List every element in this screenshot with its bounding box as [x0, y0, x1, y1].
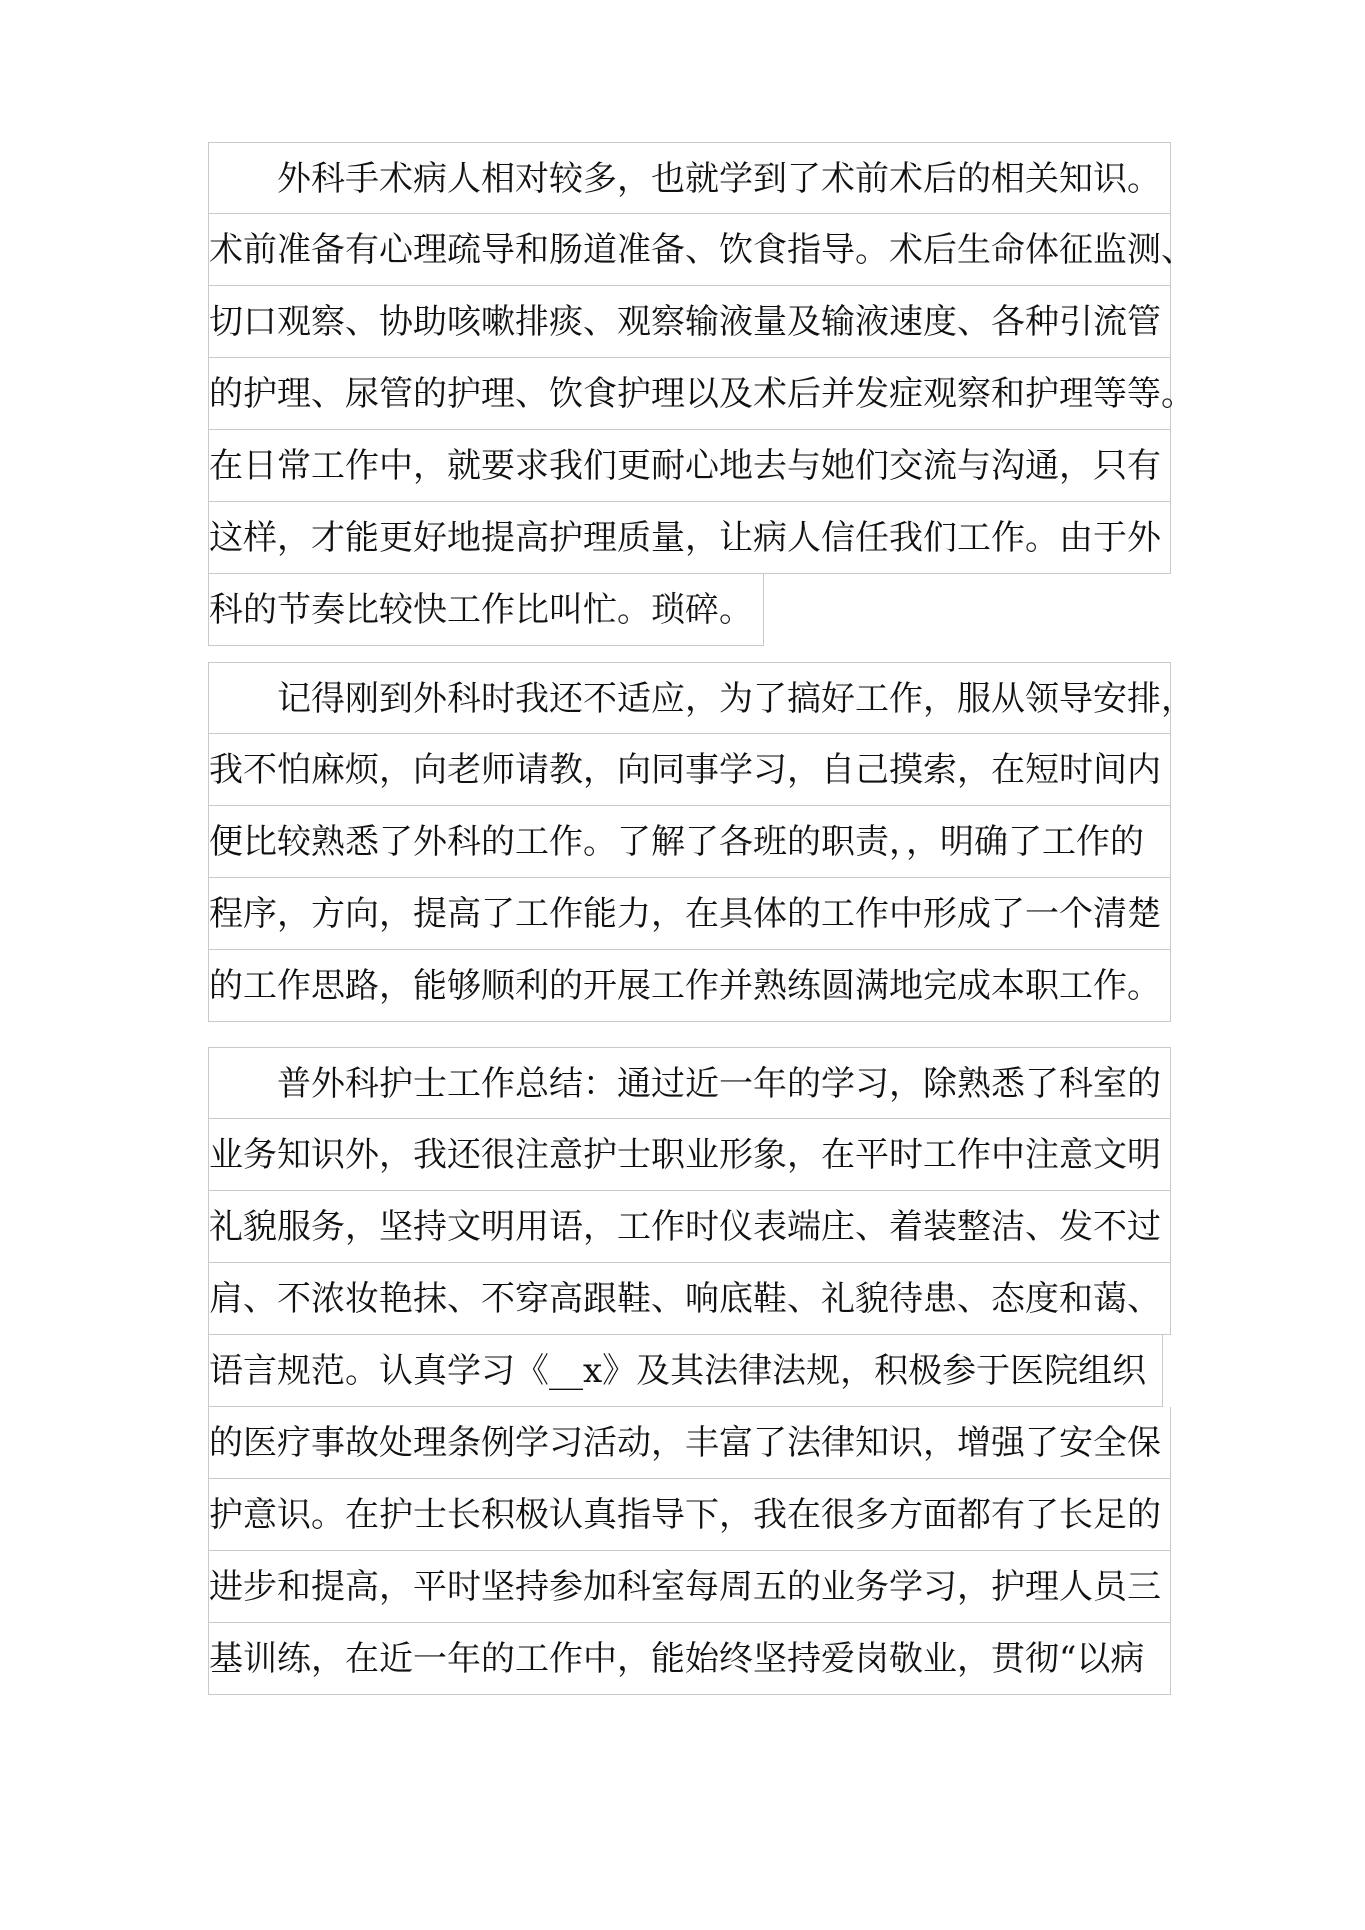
text-line: 在日常工作中，就要求我们更耐心地去与她们交流与沟通，只有: [208, 430, 1171, 502]
text-line: 外科手术病人相对较多，也就学到了术前术后的相关知识。: [208, 142, 1171, 214]
text-line: 基训练，在近一年的工作中，能始终坚持爱岗敬业，贯彻“以病: [208, 1623, 1171, 1695]
text-line: 语言规范。认真学习《__x》及其法律法规，积极参于医院组织: [208, 1335, 1163, 1407]
paragraph-nurse-work-summary: [208, 1047, 1208, 1695]
text-line: 进步和提高，平时坚持参加科室每周五的业务学习，护理人员三: [208, 1551, 1171, 1623]
text-line: 便比较熟悉了外科的工作。了解了各班的职责，，明确了工作的: [208, 806, 1171, 878]
text-line: 科的节奏比较快工作比叫忙。琐碎。: [208, 574, 764, 646]
text-line: 术前准备有心理疏导和肠道准备、饮食指导。术后生命体征监测、: [208, 214, 1171, 286]
text-line: 的工作思路，能够顺利的开展工作并熟练圆满地完成本职工作。: [208, 950, 1171, 1022]
text-line: 程序，方向，提高了工作能力，在具体的工作中形成了一个清楚: [208, 878, 1171, 950]
paragraph-adapting-to-surgery: [208, 662, 1208, 1022]
text-line: 的护理、尿管的护理、饮食护理以及术后并发症观察和护理等等。: [208, 358, 1171, 430]
paragraph-surgical-knowledge: [208, 142, 1208, 646]
text-line: 护意识。在护士长积极认真指导下，我在很多方面都有了长足的: [208, 1479, 1171, 1551]
text-line: 这样，才能更好地提高护理质量，让病人信任我们工作。由于外: [208, 502, 1171, 574]
text-line: 的医疗事故处理条例学习活动，丰富了法律知识，增强了安全保: [208, 1407, 1171, 1479]
text-line: 业务知识外，我还很注意护士职业形象，在平时工作中注意文明: [208, 1119, 1171, 1191]
text-line: 普外科护士工作总结：通过近一年的学习，除熟悉了科室的: [208, 1047, 1171, 1119]
text-line: 我不怕麻烦，向老师请教，向同事学习，自己摸索，在短时间内: [208, 734, 1171, 806]
text-line: 记得刚到外科时我还不适应，为了搞好工作，服从领导安排，: [208, 662, 1171, 734]
text-line: 切口观察、协助咳嗽排痰、观察输液量及输液速度、各种引流管: [208, 286, 1171, 358]
text-line: 礼貌服务，坚持文明用语，工作时仪表端庄、着装整洁、发不过: [208, 1191, 1171, 1263]
text-line: 肩、不浓妆艳抹、不穿高跟鞋、响底鞋、礼貌待患、态度和蔼、: [208, 1263, 1171, 1335]
